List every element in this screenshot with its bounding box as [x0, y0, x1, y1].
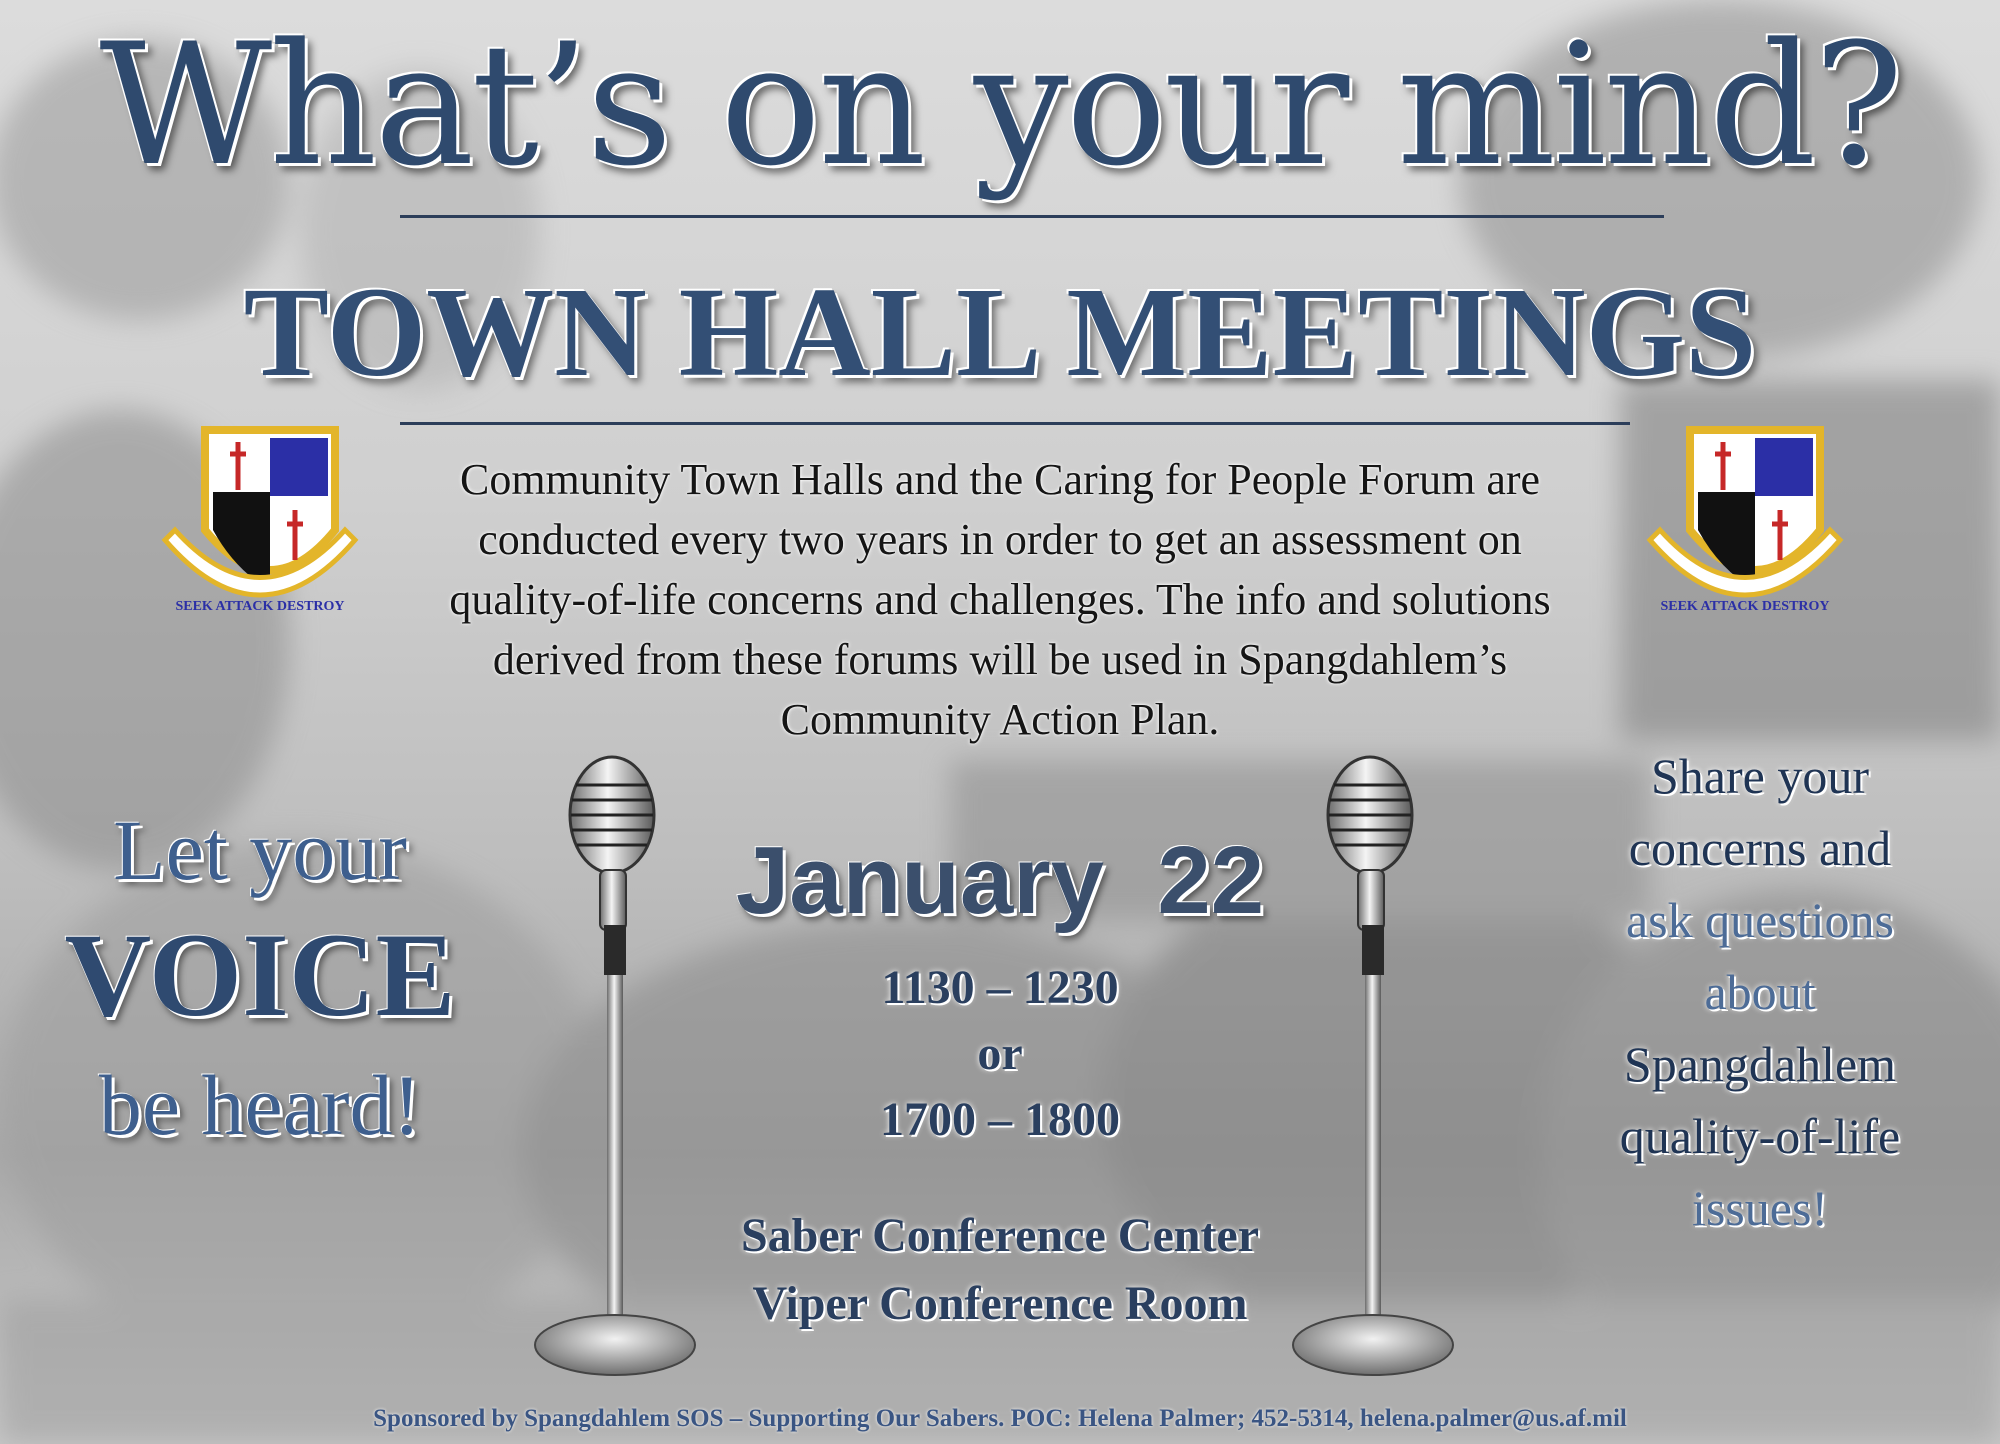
- event-time-second: 1700 – 1800: [880, 1093, 1120, 1146]
- event-location-room: Viper Conference Room: [752, 1277, 1248, 1330]
- right-message-line7: issues!: [1691, 1180, 1829, 1236]
- wing-crest-right: [1630, 420, 1860, 630]
- left-slogan-line3: be heard!: [98, 1057, 422, 1153]
- event-date: January 22: [735, 827, 1265, 934]
- subtitle-divider: [400, 422, 1630, 425]
- right-message-line2: concerns and: [1628, 820, 1892, 876]
- right-message-line4: about: [1704, 964, 1816, 1020]
- wing-crest-left: [145, 420, 375, 630]
- sponsor-footer: Sponsored by Spangdahlem SOS – Supporting Our Sabers. POC: Helena Palmer; 452-5314, helena.palmer@us.af.mil: [373, 1405, 1627, 1432]
- right-message-line3: ask questions: [1625, 892, 1895, 948]
- crest-motto-right: SEEK ATTACK DESTROY: [1660, 599, 1830, 614]
- event-times: [760, 955, 1240, 1153]
- right-message-line5: Spangdahlem: [1623, 1036, 1897, 1092]
- left-slogan-line2: VOICE: [64, 908, 456, 1041]
- right-message-line1: Share your: [1651, 748, 1869, 804]
- left-slogan: [20, 800, 500, 1160]
- event-location: [640, 1202, 1360, 1338]
- event-location-building: Saber Conference Center: [740, 1209, 1260, 1262]
- right-message-line6: quality-of-life: [1619, 1108, 1901, 1164]
- event-time-or: or: [977, 1027, 1023, 1080]
- left-slogan-line1: Let your: [113, 802, 407, 898]
- title-divider: [400, 215, 1664, 218]
- page-title: What’s on your mind?: [99, 7, 1901, 203]
- page-subtitle: TOWN HALL MEETINGS: [243, 261, 1757, 403]
- event-description: Community Town Halls and the Caring for People Forum are conducted every two years in order to get an assessment on quality-of-life concerns and challenges. The info and solutions derived from these forums will be used in Spangdahlem’s Community Action Plan.: [449, 455, 1551, 744]
- crest-motto-left: SEEK ATTACK DESTROY: [175, 599, 345, 614]
- event-time-first: 1130 – 1230: [881, 961, 1119, 1014]
- right-message: [1560, 740, 1960, 1244]
